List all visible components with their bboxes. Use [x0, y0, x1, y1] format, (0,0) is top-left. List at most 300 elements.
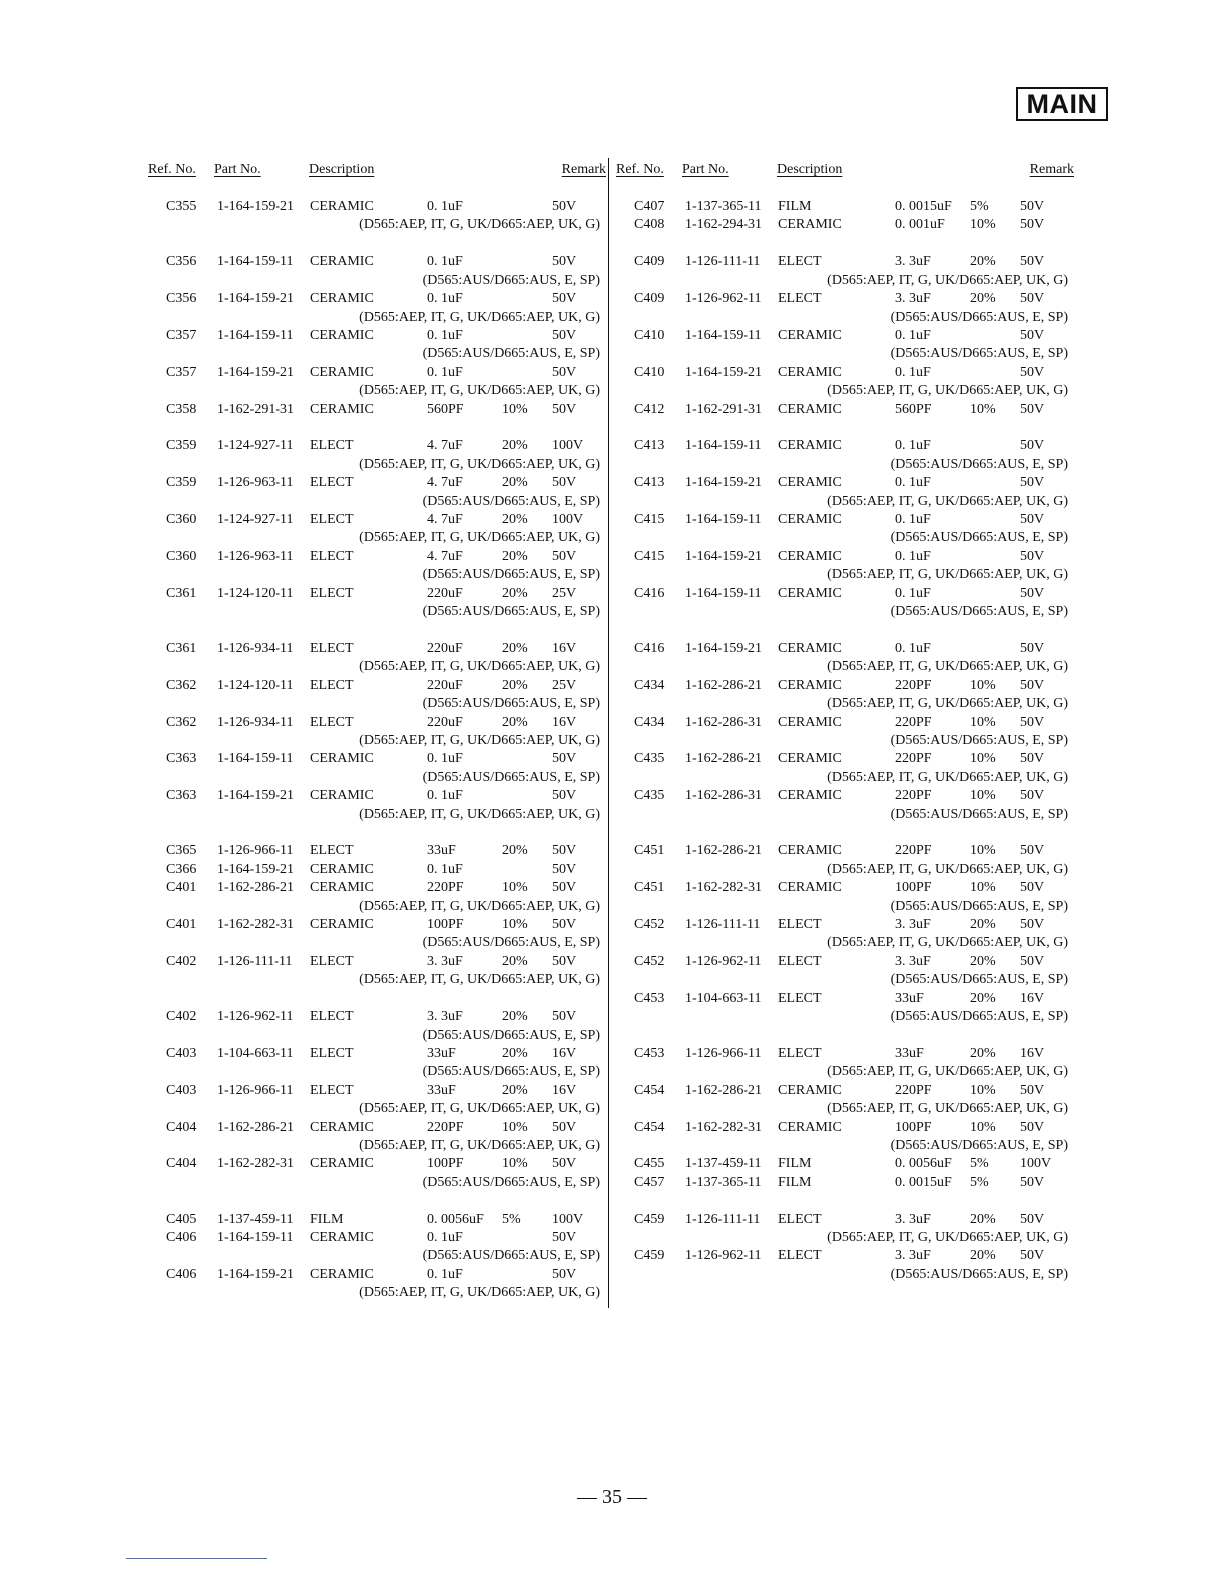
- part-line: [148, 1266, 606, 1284]
- part-entry: [148, 1045, 606, 1082]
- part-description: CERAMIC: [778, 512, 842, 528]
- ref-no: C409: [634, 291, 665, 307]
- footer-rule: [126, 1558, 267, 1559]
- part-no: 1-164-159-21: [685, 640, 762, 656]
- part-value: 4. 7uF: [427, 548, 463, 564]
- part-voltage: 50V: [552, 751, 577, 767]
- part-value: 220PF: [895, 751, 932, 767]
- part-entry: [616, 1174, 1074, 1192]
- header-part-no: Part No.: [214, 162, 261, 177]
- part-remark: (D565:AEP, IT, G, UK/D665:AEP, UK, G): [827, 769, 1068, 785]
- ref-no: C409: [634, 254, 665, 270]
- remark-line: [148, 493, 606, 511]
- part-value: 0. 1uF: [895, 364, 931, 380]
- part-no: 1-162-286-21: [217, 1119, 294, 1135]
- parts-list-left: [148, 198, 606, 1303]
- part-tolerance: 10%: [502, 1156, 528, 1172]
- part-entry: [616, 1211, 1074, 1248]
- parts-list-right: [616, 198, 1074, 1284]
- part-tolerance: 20%: [970, 1045, 996, 1061]
- part-value: 4. 7uF: [427, 512, 463, 528]
- ref-no: C407: [634, 199, 665, 214]
- part-value: 3. 3uF: [895, 953, 931, 969]
- part-remark: (D565:AEP, IT, G, UK/D665:AEP, UK, G): [359, 898, 600, 914]
- part-description: CERAMIC: [778, 640, 842, 656]
- part-value: 3. 3uF: [427, 953, 463, 969]
- ref-no: C357: [166, 364, 197, 380]
- part-description: CERAMIC: [310, 291, 374, 307]
- part-no: 1-126-934-11: [217, 640, 294, 656]
- remark-line: [148, 529, 606, 547]
- part-tolerance: 20%: [502, 640, 528, 656]
- part-no: 1-126-962-11: [685, 953, 762, 969]
- part-line: [148, 953, 606, 971]
- part-description: ELECT: [778, 1248, 822, 1264]
- part-line: [148, 437, 606, 455]
- part-value: 220PF: [895, 714, 932, 730]
- remark-line: [148, 1137, 606, 1155]
- part-no: 1-104-663-11: [685, 990, 762, 1006]
- part-description: CERAMIC: [778, 751, 842, 767]
- part-remark: (D565:AUS/D665:AUS, E, SP): [422, 696, 600, 712]
- part-remark: (D565:AEP, IT, G, UK/D665:AEP, UK, G): [827, 493, 1068, 509]
- part-line: [148, 640, 606, 658]
- part-entry: [616, 474, 1074, 511]
- remark-line: [616, 309, 1074, 327]
- part-line: [616, 216, 1074, 234]
- part-line: [616, 1082, 1074, 1100]
- part-value: 0. 001uF: [895, 217, 945, 233]
- ref-no: C416: [634, 585, 665, 601]
- part-tolerance: 20%: [502, 1009, 528, 1025]
- part-tolerance: 10%: [970, 751, 996, 767]
- part-voltage: 25V: [552, 585, 577, 601]
- row-gap: [616, 419, 1074, 438]
- part-line: [616, 364, 1074, 382]
- part-line: [616, 1174, 1074, 1192]
- part-description: ELECT: [310, 640, 354, 656]
- part-value: 0. 1uF: [895, 512, 931, 528]
- part-voltage: 50V: [1020, 788, 1045, 804]
- part-value: 33uF: [427, 1082, 456, 1098]
- ref-no: C355: [166, 199, 197, 214]
- part-value: 33uF: [895, 990, 924, 1006]
- part-no: 1-162-282-31: [217, 1156, 294, 1172]
- part-remark: (D565:AUS/D665:AUS, E, SP): [422, 493, 600, 509]
- part-line: [616, 787, 1074, 805]
- part-value: 0. 0015uF: [895, 1174, 952, 1190]
- part-no: 1-126-934-11: [217, 714, 294, 730]
- part-entry: [148, 861, 606, 879]
- part-no: 1-162-282-31: [685, 1119, 762, 1135]
- part-description: CERAMIC: [310, 1119, 374, 1135]
- part-voltage: 50V: [1020, 751, 1045, 767]
- part-line: [148, 401, 606, 419]
- part-voltage: 50V: [1020, 475, 1045, 491]
- part-tolerance: 10%: [970, 677, 996, 693]
- remark-line: [148, 934, 606, 952]
- part-no: 1-162-291-31: [217, 401, 294, 417]
- part-value: 0. 1uF: [895, 640, 931, 656]
- part-no: 1-164-159-21: [217, 1266, 294, 1282]
- part-entry: [148, 290, 606, 327]
- part-description: CERAMIC: [310, 1266, 374, 1282]
- part-no: 1-164-159-21: [685, 475, 762, 491]
- parts-column-right: [616, 160, 1074, 1284]
- ref-no: C359: [166, 438, 197, 454]
- part-line: [616, 437, 1074, 455]
- part-entry: [148, 953, 606, 990]
- row-gap: [616, 621, 1074, 640]
- part-voltage: 50V: [552, 861, 577, 877]
- part-voltage: 50V: [552, 880, 577, 896]
- part-value: 3. 3uF: [895, 1248, 931, 1264]
- remark-line: [616, 1008, 1074, 1026]
- part-line: [148, 327, 606, 345]
- part-entry: [148, 916, 606, 953]
- part-remark: (D565:AUS/D665:AUS, E, SP): [890, 898, 1068, 914]
- part-value: 100PF: [427, 917, 464, 933]
- part-no: 1-164-159-11: [217, 327, 294, 343]
- part-line: [616, 953, 1074, 971]
- part-description: CERAMIC: [778, 1082, 842, 1098]
- ref-no: C413: [634, 475, 665, 491]
- ref-no: C402: [166, 953, 197, 969]
- remark-line: [616, 493, 1074, 511]
- part-voltage: 50V: [1020, 217, 1045, 233]
- part-no: 1-164-159-21: [685, 364, 762, 380]
- part-description: ELECT: [310, 438, 354, 454]
- part-description: CERAMIC: [310, 1156, 374, 1172]
- remark-line: [148, 1284, 606, 1302]
- part-entry: [616, 216, 1074, 234]
- part-description: CERAMIC: [310, 1230, 374, 1246]
- part-description: CERAMIC: [778, 401, 842, 417]
- part-entry: [616, 990, 1074, 1027]
- part-tolerance: 20%: [502, 953, 528, 969]
- part-remark: (D565:AEP, IT, G, UK/D665:AEP, UK, G): [359, 530, 600, 546]
- part-line: [616, 253, 1074, 271]
- part-description: ELECT: [778, 990, 822, 1006]
- ref-no: C404: [166, 1119, 197, 1135]
- page-number: — 35 —: [577, 1486, 647, 1508]
- part-entry: [616, 916, 1074, 953]
- part-no: 1-164-159-11: [685, 512, 762, 528]
- part-voltage: 16V: [552, 640, 577, 656]
- part-no: 1-126-111-11: [685, 917, 761, 933]
- part-value: 0. 0056uF: [427, 1211, 484, 1227]
- part-entry: [148, 511, 606, 548]
- part-value: 0. 1uF: [895, 475, 931, 491]
- remark-line: [148, 695, 606, 713]
- part-voltage: 16V: [552, 1082, 577, 1098]
- part-line: [616, 750, 1074, 768]
- part-no: 1-126-963-11: [217, 548, 294, 564]
- ref-no: C362: [166, 714, 197, 730]
- part-tolerance: 5%: [970, 199, 989, 214]
- row-gap: [616, 824, 1074, 843]
- part-entry: [148, 198, 606, 235]
- remark-line: [616, 603, 1074, 621]
- ref-no: C356: [166, 254, 197, 270]
- part-tolerance: 20%: [970, 1248, 996, 1264]
- remark-line: [616, 345, 1074, 363]
- part-remark: (D565:AUS/D665:AUS, E, SP): [890, 1137, 1068, 1153]
- ref-no: C434: [634, 714, 665, 730]
- part-value: 3. 3uF: [895, 291, 931, 307]
- part-entry: [148, 401, 606, 419]
- ref-no: C360: [166, 548, 197, 564]
- part-voltage: 50V: [552, 843, 577, 859]
- part-remark: (D565:AUS/D665:AUS, E, SP): [890, 732, 1068, 748]
- remark-line: [148, 769, 606, 787]
- ref-no: C415: [634, 548, 665, 564]
- part-entry: [616, 198, 1074, 216]
- part-description: ELECT: [778, 1045, 822, 1061]
- part-no: 1-162-282-31: [217, 917, 294, 933]
- part-entry: [148, 364, 606, 401]
- part-description: CERAMIC: [310, 751, 374, 767]
- part-no: 1-162-291-31: [685, 401, 762, 417]
- part-voltage: 50V: [1020, 640, 1045, 656]
- part-no: 1-137-459-11: [217, 1211, 294, 1227]
- header-remark: Remark: [1029, 162, 1074, 177]
- part-voltage: 50V: [1020, 917, 1045, 933]
- part-tolerance: 20%: [970, 917, 996, 933]
- part-entry: [148, 879, 606, 916]
- part-description: CERAMIC: [778, 788, 842, 804]
- ref-no: C361: [166, 640, 197, 656]
- remark-line: [616, 1100, 1074, 1118]
- part-line: [148, 787, 606, 805]
- part-entry: [148, 585, 606, 622]
- ref-no: C402: [166, 1009, 197, 1025]
- ref-no: C365: [166, 843, 197, 859]
- part-no: 1-124-120-11: [217, 585, 294, 601]
- part-tolerance: 10%: [502, 880, 528, 896]
- part-line: [616, 290, 1074, 308]
- part-description: ELECT: [778, 953, 822, 969]
- part-voltage: 50V: [552, 364, 577, 380]
- part-line: [148, 548, 606, 566]
- part-tolerance: 10%: [502, 917, 528, 933]
- remark-line: [616, 806, 1074, 824]
- part-value: 4. 7uF: [427, 475, 463, 491]
- part-remark: (D565:AEP, IT, G, UK/D665:AEP, UK, G): [359, 732, 600, 748]
- part-description: CERAMIC: [310, 199, 374, 214]
- part-tolerance: 10%: [970, 880, 996, 896]
- part-no: 1-162-286-21: [217, 880, 294, 896]
- part-description: CERAMIC: [778, 585, 842, 601]
- ref-no: C360: [166, 512, 197, 528]
- part-voltage: 50V: [552, 917, 577, 933]
- part-entry: [148, 327, 606, 364]
- part-description: CERAMIC: [778, 548, 842, 564]
- part-entry: [616, 1247, 1074, 1284]
- ref-no: C451: [634, 880, 665, 896]
- part-entry: [616, 253, 1074, 290]
- part-entry: [616, 327, 1074, 364]
- part-value: 220PF: [895, 677, 932, 693]
- part-no: 1-164-159-21: [685, 548, 762, 564]
- remark-line: [616, 732, 1074, 750]
- part-remark: (D565:AEP, IT, G, UK/D665:AEP, UK, G): [359, 383, 600, 399]
- part-value: 0. 1uF: [427, 788, 463, 804]
- remark-line: [616, 529, 1074, 547]
- column-header: [148, 160, 606, 182]
- part-voltage: 100V: [552, 438, 584, 454]
- part-no: 1-164-159-21: [217, 199, 294, 214]
- part-entry: [616, 787, 1074, 824]
- part-voltage: 50V: [552, 401, 577, 417]
- part-no: 1-164-159-21: [217, 364, 294, 380]
- part-description: ELECT: [310, 843, 354, 859]
- part-no: 1-137-459-11: [685, 1156, 762, 1172]
- part-line: [148, 1119, 606, 1137]
- part-voltage: 50V: [552, 199, 577, 214]
- row-gap: [148, 419, 606, 438]
- part-no: 1-164-159-21: [217, 291, 294, 307]
- part-line: [148, 1229, 606, 1247]
- ref-no: C403: [166, 1045, 197, 1061]
- part-voltage: 50V: [1020, 843, 1045, 859]
- remark-line: [616, 456, 1074, 474]
- ref-no: C454: [634, 1119, 665, 1135]
- part-entry: [148, 474, 606, 511]
- ref-no: C362: [166, 677, 197, 693]
- part-value: 0. 1uF: [895, 327, 931, 343]
- ref-no: C401: [166, 917, 197, 933]
- part-tolerance: 20%: [502, 843, 528, 859]
- ref-no: C366: [166, 861, 197, 877]
- part-line: [148, 1082, 606, 1100]
- part-entry: [616, 953, 1074, 990]
- part-value: 0. 1uF: [427, 291, 463, 307]
- remark-line: [616, 1266, 1074, 1284]
- part-line: [148, 861, 606, 879]
- part-remark: (D565:AEP, IT, G, UK/D665:AEP, UK, G): [359, 659, 600, 675]
- part-description: ELECT: [778, 917, 822, 933]
- remark-line: [148, 658, 606, 676]
- ref-no: C453: [634, 1045, 665, 1061]
- part-entry: [616, 1082, 1074, 1119]
- part-voltage: 16V: [1020, 1045, 1045, 1061]
- remark-line: [148, 898, 606, 916]
- part-remark: (D565:AEP, IT, G, UK/D665:AEP, UK, G): [827, 1064, 1068, 1080]
- part-description: CERAMIC: [310, 254, 374, 270]
- part-description: CERAMIC: [778, 475, 842, 491]
- part-entry: [616, 585, 1074, 622]
- part-line: [148, 474, 606, 492]
- part-description: ELECT: [310, 585, 354, 601]
- part-remark: (D565:AUS/D665:AUS, E, SP): [890, 456, 1068, 472]
- part-voltage: 50V: [552, 1266, 577, 1282]
- part-value: 0. 1uF: [895, 438, 931, 454]
- remark-line: [616, 382, 1074, 400]
- part-entry: [148, 750, 606, 787]
- part-voltage: 50V: [1020, 364, 1045, 380]
- part-description: FILM: [778, 199, 812, 214]
- part-tolerance: 10%: [502, 1119, 528, 1135]
- ref-no: C410: [634, 364, 665, 380]
- header-description: Description: [777, 162, 843, 177]
- parts-column-left: [148, 160, 606, 1303]
- part-voltage: 50V: [1020, 199, 1045, 214]
- part-no: 1-164-159-21: [217, 788, 294, 804]
- part-line: [148, 1008, 606, 1026]
- part-voltage: 50V: [552, 327, 577, 343]
- part-voltage: 50V: [1020, 1174, 1045, 1190]
- part-value: 3. 3uF: [895, 1211, 931, 1227]
- part-remark: (D565:AEP, IT, G, UK/D665:AEP, UK, G): [827, 935, 1068, 951]
- part-voltage: 16V: [552, 714, 577, 730]
- part-voltage: 50V: [552, 1156, 577, 1172]
- part-entry: [616, 842, 1074, 879]
- ref-no: C401: [166, 880, 197, 896]
- part-remark: (D565:AUS/D665:AUS, E, SP): [890, 530, 1068, 546]
- part-entry: [148, 714, 606, 751]
- part-line: [616, 548, 1074, 566]
- part-line: [148, 511, 606, 529]
- part-voltage: 50V: [552, 254, 577, 270]
- part-description: CERAMIC: [310, 364, 374, 380]
- part-voltage: 50V: [1020, 438, 1045, 454]
- part-description: CERAMIC: [310, 917, 374, 933]
- part-description: ELECT: [310, 475, 354, 491]
- header-ref-no: Ref. No.: [148, 162, 196, 177]
- part-value: 220uF: [427, 640, 463, 656]
- part-entry: [148, 548, 606, 585]
- part-entry: [148, 1008, 606, 1045]
- part-description: FILM: [778, 1156, 812, 1172]
- part-value: 220PF: [427, 1119, 464, 1135]
- remark-line: [148, 272, 606, 290]
- part-no: 1-126-966-11: [217, 1082, 294, 1098]
- part-line: [148, 585, 606, 603]
- part-no: 1-126-111-11: [685, 254, 761, 270]
- part-no: 1-126-963-11: [217, 475, 294, 491]
- part-voltage: 50V: [1020, 585, 1045, 601]
- part-no: 1-164-159-11: [217, 254, 294, 270]
- part-no: 1-162-286-21: [685, 1082, 762, 1098]
- part-line: [148, 842, 606, 860]
- row-gap: [148, 824, 606, 843]
- part-tolerance: 20%: [970, 291, 996, 307]
- part-tolerance: 20%: [502, 677, 528, 693]
- part-remark: (D565:AUS/D665:AUS, E, SP): [422, 1027, 600, 1043]
- remark-line: [148, 1247, 606, 1265]
- part-remark: (D565:AUS/D665:AUS, E, SP): [422, 1248, 600, 1264]
- part-remark: (D565:AUS/D665:AUS, E, SP): [890, 1009, 1068, 1024]
- part-voltage: 16V: [1020, 990, 1045, 1006]
- part-value: 100PF: [895, 1119, 932, 1135]
- part-remark: (D565:AEP, IT, G, UK/D665:AEP, UK, G): [359, 1285, 600, 1301]
- part-line: [616, 714, 1074, 732]
- ref-no: C404: [166, 1156, 197, 1172]
- ref-no: C363: [166, 751, 197, 767]
- part-remark: (D565:AEP, IT, G, UK/D665:AEP, UK, G): [359, 972, 600, 988]
- part-value: 0. 0056uF: [895, 1156, 952, 1172]
- part-tolerance: 20%: [970, 953, 996, 969]
- part-description: CERAMIC: [310, 880, 374, 896]
- remark-line: [616, 769, 1074, 787]
- part-description: ELECT: [310, 512, 354, 528]
- column-header: [616, 160, 1074, 182]
- part-entry: [148, 1266, 606, 1303]
- part-entry: [148, 1119, 606, 1156]
- part-tolerance: 5%: [970, 1156, 989, 1172]
- remark-line: [148, 566, 606, 584]
